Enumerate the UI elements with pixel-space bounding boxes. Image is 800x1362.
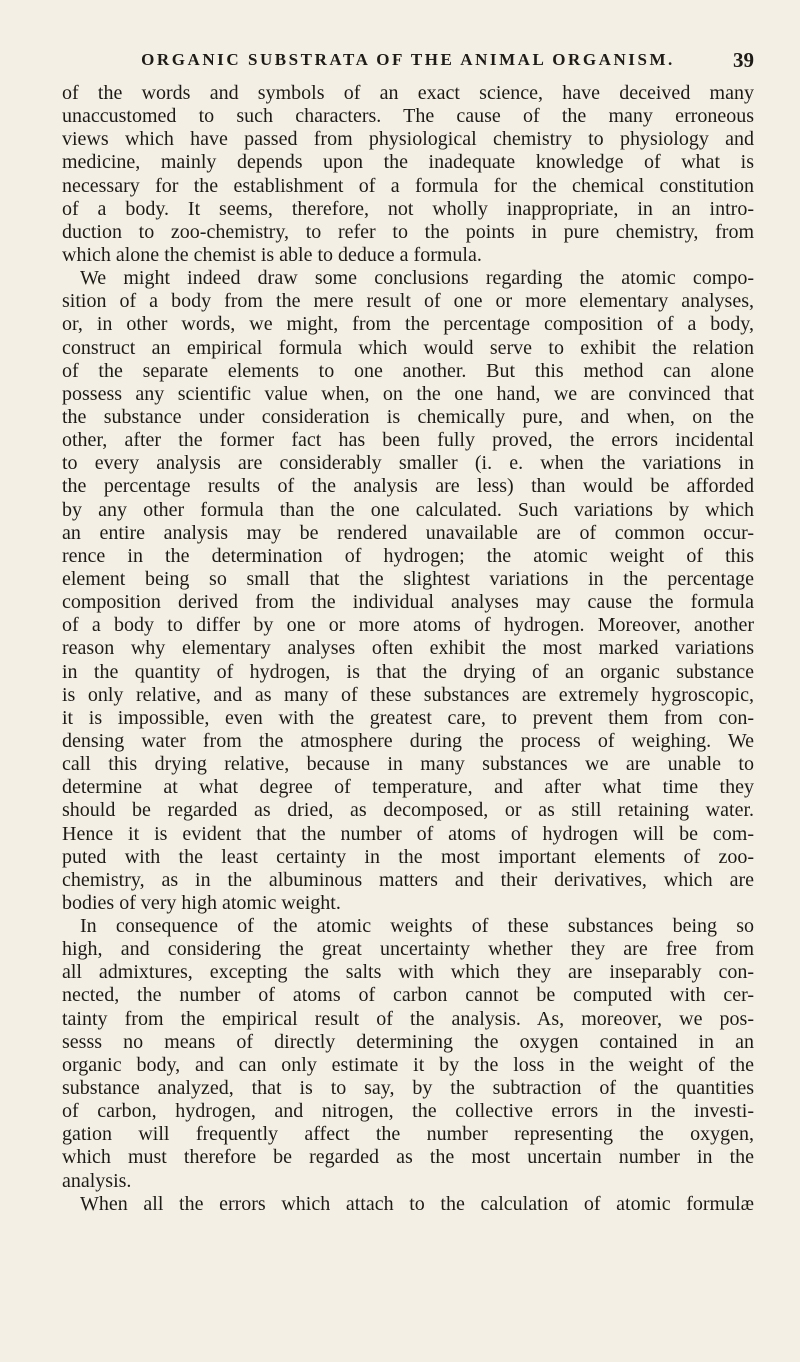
text-line: substance analyzed, that is to say, by the subtraction of the quantities: [62, 1077, 754, 1100]
text-line: of a body to differ by one or more atoms of hydrogen. Moreover, another: [62, 614, 754, 637]
page-number: 39: [733, 48, 754, 72]
text-line: analysis.: [62, 1169, 132, 1192]
text-line: it is impossible, even with the greatest care, to prevent them from con-: [62, 706, 754, 729]
text-line: which alone the chemist is able to deduce a formula.: [62, 243, 482, 266]
text-line: construct an empirical formula which would serve to exhibit the relation: [62, 336, 754, 359]
text-line: bodies of very high atomic weight.: [62, 891, 341, 914]
text-line: should be regarded as dried, as decomposed, or as still retaining water.: [62, 799, 754, 822]
text-line: tainty from the empirical result of the analysis. As, moreover, we pos-: [62, 1007, 754, 1030]
text-line: is only relative, and as many of these substances are extremely hygroscopic,: [62, 683, 754, 706]
paragraph-start: We might indeed draw some conclusions regarding the atomic compo-: [80, 267, 754, 290]
text-line: organic body, and can only estimate it by the loss in the weight of the: [62, 1053, 754, 1076]
text-line: possess any scientific value when, on the one hand, we are convinced that: [62, 382, 754, 405]
text-line: Hence it is evident that the number of atoms of hydrogen will be com-: [62, 822, 754, 845]
text-line: other, after the former fact has been fully proved, the errors incidental: [62, 429, 754, 452]
text-line: views which have passed from physiological chemistry to physiology and: [62, 128, 754, 151]
text-line: duction to zoo-chemistry, to refer to the points in pure chemistry, from: [62, 220, 754, 243]
text-line: nected, the number of atoms of carbon cannot be computed with cer-: [62, 984, 754, 1007]
text-line: all admixtures, excepting the salts with which they are inseparably con-: [62, 961, 754, 984]
text-line: puted with the least certainty in the most important elements of zoo-: [62, 845, 754, 868]
text-line: high, and considering the great uncertainty whether they are free from: [62, 938, 754, 961]
text-line: which must therefore be regarded as the most uncertain number in the: [62, 1146, 754, 1169]
text-line: sition of a body from the mere result of one or more elementary analyses,: [62, 290, 754, 313]
text-line: composition derived from the individual analyses may cause the formula: [62, 591, 754, 614]
running-title: ORGANIC SUBSTRATA OF THE ANIMAL ORGANISM.: [141, 50, 675, 69]
text-line: of the separate elements to one another. But this method can alone: [62, 359, 754, 382]
text-line: of the words and symbols of an exact science, have deceived many: [62, 82, 754, 104]
text-line: chemistry, as in the albuminous matters and their derivatives, which are: [62, 868, 754, 891]
paragraph-start: When all the errors which attach to the calculation of atomic formulæ: [80, 1192, 754, 1215]
text-line: the substance under consideration is chemically pure, and when, on the: [62, 405, 754, 428]
text-line: gation will frequently affect the number representing the oxygen,: [62, 1123, 754, 1146]
text-line: of a body. It seems, therefore, not wholly inappropriate, in an intro-: [62, 197, 754, 220]
text-line: the percentage results of the analysis are less) than would be afforded: [62, 475, 754, 498]
text-line: unaccustomed to such characters. The cause of the many erroneous: [62, 105, 754, 128]
text-line: or, in other words, we might, from the percentage composition of a body,: [62, 313, 754, 336]
text-line: rence in the determination of hydrogen; the atomic weight of this: [62, 544, 754, 567]
body-text: [62, 82, 754, 1216]
text-line: determine at what degree of temperature, and after what time they: [62, 776, 754, 799]
running-header: [62, 50, 754, 78]
text-line: call this drying relative, because in many substances we are unable to: [62, 753, 754, 776]
paragraph-start: In consequence of the atomic weights of these substances being so: [80, 915, 754, 938]
text-line: to every analysis are considerably smaller (i. e. when the variations in: [62, 452, 754, 475]
text-line: an entire analysis may be rendered unavailable are of common occur-: [62, 521, 754, 544]
text-line: of carbon, hydrogen, and nitrogen, the collective errors in the investi-: [62, 1100, 754, 1123]
text-line: densing water from the atmosphere during the process of weighing. We: [62, 729, 754, 752]
text-line: necessary for the establishment of a formula for the chemical constitution: [62, 174, 754, 197]
text-line: medicine, mainly depends upon the inadequate knowledge of what is: [62, 151, 754, 174]
text-line: by any other formula than the one calculated. Such variations by which: [62, 498, 754, 521]
text-line: sesss no means of directly determining the oxygen contained in an: [62, 1030, 754, 1053]
book-page: [62, 0, 754, 1362]
text-line: reason why elementary analyses often exhibit the most marked variations: [62, 637, 754, 660]
text-line: element being so small that the slightest variations in the percentage: [62, 567, 754, 590]
text-line: in the quantity of hydrogen, is that the drying of an organic substance: [62, 660, 754, 683]
